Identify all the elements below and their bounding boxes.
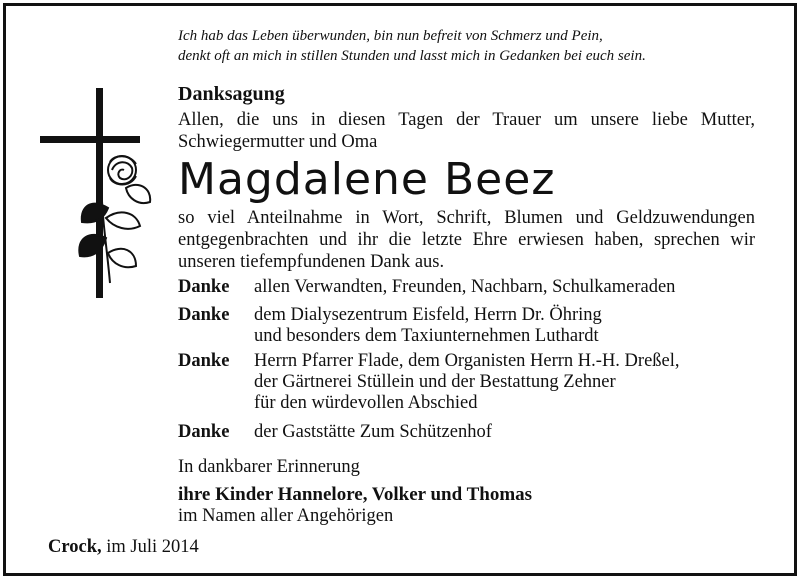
thanks-line: Herrn Pfarrer Flade, dem Organisten Herrn H.-H. Dreßel,	[254, 351, 680, 371]
thanks-label: Danke	[178, 351, 230, 371]
thanks-line: allen Verwandten, Freunden, Nachbarn, Schulkameraden	[254, 277, 676, 297]
thanks-label: Danke	[178, 305, 230, 325]
date: im Juli 2014	[106, 537, 199, 557]
thanks-line: der Gärtnerei Stüllein und der Bestattung Zehner	[254, 372, 616, 392]
closing-line: In dankbarer Erinnerung	[178, 457, 360, 477]
thanks-label: Danke	[178, 422, 230, 442]
thanks-line: und besonders dem Taxiunternehmen Luthardt	[254, 326, 599, 346]
rose-icon	[79, 156, 150, 283]
place: Crock,	[48, 537, 102, 557]
body-text: so viel Anteilnahme in Wort, Schrift, Blumen und Geldzuwendungen entgegenbrachten und ihr die letzte Ehre erwiesen haben, sprechen wir unseren tiefempfundenen Dank aus.	[178, 208, 755, 272]
thanks-line: dem Dialysezentrum Eisfeld, Herrn Dr. Öhring	[254, 305, 602, 325]
poem-line-1: Ich hab das Leben überwunden, bin nun befreit von Schmerz und Pein,	[178, 28, 603, 44]
signers: ihre Kinder Hannelore, Volker und Thomas	[178, 484, 533, 505]
thanks-label: Danke	[178, 277, 230, 297]
poem-line-2: denkt oft an mich in stillen Stunden und lasst mich in Gedanken bei euch sein.	[178, 48, 646, 64]
on-behalf-line: im Namen aller Angehörigen	[178, 506, 394, 526]
thanks-line: der Gaststätte Zum Schützenhof	[254, 422, 492, 442]
deceased-name: Magdalene Beez	[178, 154, 556, 205]
place-date	[48, 536, 199, 558]
thanks-line: für den würdevollen Abschied	[254, 393, 478, 413]
cross-rose-emblem	[40, 88, 165, 298]
intro-text: Allen, die uns in diesen Tagen der Trauer um unsere liebe Mutter, Schwiegermutter und Oma	[178, 110, 755, 152]
poem	[178, 26, 738, 66]
heading-danksagung: Danksagung	[178, 83, 285, 105]
